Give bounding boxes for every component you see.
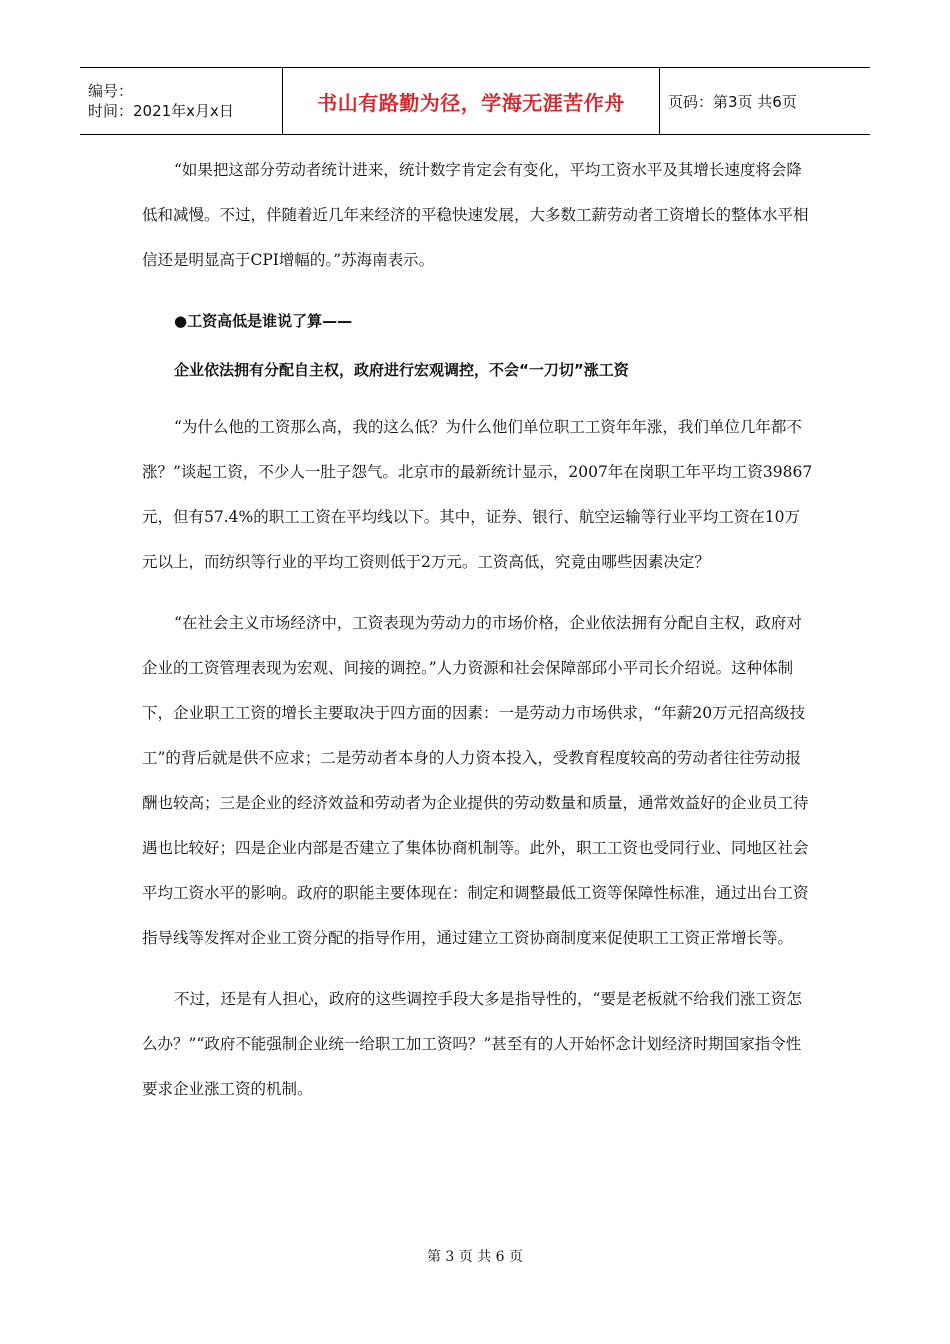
document-body [142, 148, 814, 1128]
header-motto: 书山有路勤为径，学海无涯苦作舟 [317, 90, 625, 115]
document-time-label: 时间：2021年x月x日 [88, 102, 234, 120]
section-heading: ●工资高低是谁说了算—— [174, 312, 353, 330]
paragraph-2: “为什么他的工资那么高，我的这么低？为什么他们单位职工工资年年涨，我们单位几年都不涨？”谈起工资，不少人一肚子怨气。北京市的最新统计显示，2007年在岗职工年平均工资39867元，但有57.4%的职工工资在平均线以下。其中，证券、银行、航空运输等行业平均工资在10万元以上，而纺织等行业的平均工资则低于2万元。工资高低，究竟由哪些因素决定？ [142, 418, 813, 571]
section-subheading: 企业依法拥有分配自主权，政府进行宏观调控，不会“一刀切”涨工资 [174, 361, 629, 379]
paragraph-3: “在社会主义市场经济中，工资表现为劳动力的市场价格，企业依法拥有分配自主权，政府对企业的工资管理表现为宏观、间接的调控。”人力资源和社会保障部邱小平司长介绍说。这种体制下，企业职工工资的增长主要取决于四方面的因素：一是劳动力市场供求，“年薪20万元招高级技工”的背后就是供不应求；二是劳动者本身的人力资本投入，受教育程度较高的劳动者往往劳动报酬也较高；三是企业的经济效益和劳动者为企业提供的劳动数量和质量，通常效益好的企业员工待遇也比较好；四是企业内部是否建立了集体协商机制等。此外，职工工资也受同行业、同地区社会平均工资水平的影响。政府的职能主要体现在：制定和调整最低工资等保障性标准，通过出台工资指导线等发挥对企业工资分配的指导作用，通过建立工资协商制度来促使职工工资正常增长等。 [142, 614, 809, 947]
page-footer: 第 3 页 共 6 页 [426, 1249, 524, 1265]
header-page-info: 页码：第3页 共6页 [668, 92, 797, 111]
paragraph-4: 不过，还是有人担心，政府的这些调控手段大多是指导性的，“要是老板就不给我们涨工资怎么办？”“政府不能强制企业统一给职工加工资吗？”甚至有的人开始怀念计划经济时期国家指令性要求企业涨工资的机制。 [142, 990, 802, 1098]
header-meta [80, 68, 282, 134]
header-motto-cell [282, 68, 660, 134]
paragraph-1: “如果把这部分劳动者统计进来，统计数字肯定会有变化，平均工资水平及其增长速度将会降低和减慢。不过，伴随着近几年来经济的平稳快速发展，大多数工薪劳动者工资增长的整体水平相信还是明显高于CPI增幅的。”苏海南表示。 [142, 161, 809, 269]
document-number-label: 编号： [88, 82, 134, 100]
page-header [80, 67, 870, 135]
header-page-cell [660, 68, 870, 134]
